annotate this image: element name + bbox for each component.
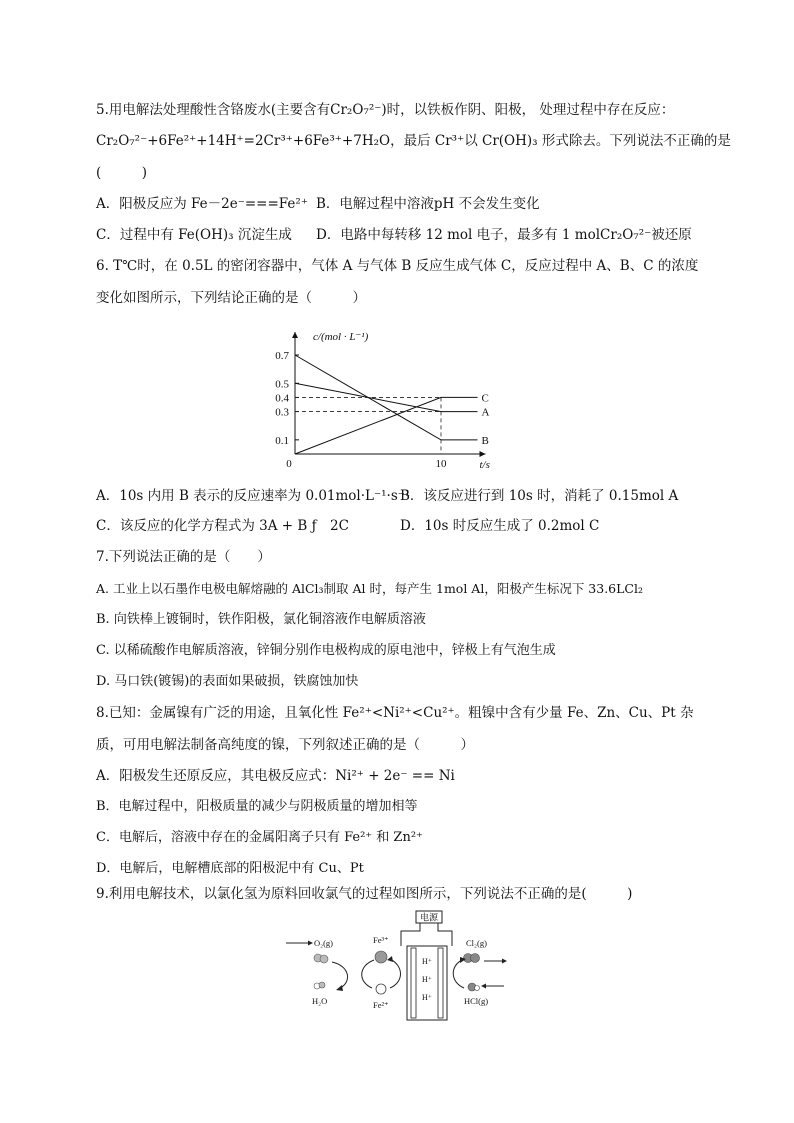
q8-option-c: C．电解后，溶液中存在的金属阳离子只有 Fe²⁺ 和 Zn²⁺ [96, 830, 423, 845]
concentration-chart [255, 318, 525, 478]
x-axis-label: t/s [479, 459, 490, 471]
series-label-B: B [481, 434, 489, 447]
q5-answer-paren: ( ) [96, 165, 148, 181]
q6-option-a: A．10s 内用 B 表示的反应速率为 0.01mol·L⁻¹·s⁻¹ [96, 488, 411, 504]
hcl-molecule-icon-2 [475, 986, 480, 991]
hcl-label: HCl(g) [464, 996, 489, 1006]
h2o-molecule-icon-2 [319, 982, 325, 988]
left-loop-arrow [332, 962, 348, 988]
q6-option-d: D．10s 时反应生成了 0.2mol C [400, 518, 600, 534]
q5-option-d: D．电路中每转移 12 mol 电子，最多有 1 molCr₂O₇²⁻被还原 [316, 227, 692, 243]
series-label-A: A [481, 406, 490, 419]
q8-option-d: D．电解后，电解槽底部的阳极泥中有 Cu、Pt [96, 861, 364, 876]
cl2-out-arrowhead [502, 959, 507, 964]
y-tick-label-0.3: 0.3 [275, 406, 289, 419]
series-line-C [295, 397, 478, 454]
x-axis-arrowhead [480, 451, 486, 457]
y-tick-label-0.5: 0.5 [275, 378, 289, 391]
q5-stem-line1: 5.用电解法处理酸性含铬废水(主要含有Cr₂O₇²⁻)时，以铁板作阴、阳极， 处理过程中存在反应： [96, 102, 675, 118]
x-tick-label-10: 10 [435, 458, 447, 470]
wire-right [438, 923, 452, 946]
fe3-ion-icon [375, 951, 387, 963]
y-axis-arrowhead [292, 332, 298, 338]
o2-label: O₂(g) [314, 938, 334, 948]
q8-option-b: B．电解过程中，阳极质量的减少与阴极质量的增加相等 [96, 799, 418, 814]
proton-label-3: H⁺ [422, 993, 432, 1002]
proton-label-2: H⁺ [422, 975, 432, 984]
y-tick-label-0.1: 0.1 [275, 434, 289, 447]
hcl-in-arrowhead [481, 984, 486, 989]
q7-option-a: A. 工业上以石墨作电极电解熔融的 AlCl₃制取 Al 时，每产生 1mol Al，阳极产生标况下 33.6LCl₂ [96, 581, 643, 596]
q7-stem: 7.下列说法正确的是（ ） [96, 549, 271, 565]
left-loop-arrowhead [336, 985, 343, 991]
q5-option-b: B．电解过程中溶液pH 不会发生变化 [316, 196, 540, 212]
o2-molecule-icon-2 [320, 955, 328, 963]
fe-loop-right-arrow [390, 959, 401, 988]
fe3-label: Fe³⁺ [373, 935, 389, 945]
series-label-C: C [481, 392, 489, 405]
fe2-ion-icon [376, 984, 386, 994]
electrolysis-diagram [280, 908, 520, 1024]
electrode-right [438, 948, 443, 1018]
q8-stem-line2: 质，可用电解法制备高纯度的镍，下列叙述正确的是（ ） [96, 737, 474, 753]
wire-left [401, 923, 420, 946]
q6-stem-line2: 变化如图所示，下列结论正确的是（ ） [96, 290, 366, 306]
q7-option-d: D. 马口铁(镀锡)的表面如果破损，铁腐蚀加快 [96, 674, 359, 689]
y-tick-label-0.7: 0.7 [275, 350, 289, 362]
power-label: 电源 [419, 912, 439, 923]
cl2-molecule-icon-2 [471, 954, 480, 963]
electrode-left [411, 948, 416, 1018]
q5-option-c: C．过程中有 Fe(OH)₃ 沉淀生成 [96, 227, 292, 243]
proton-label-1: H⁺ [422, 957, 432, 966]
y-tick-label-0.4: 0.4 [275, 392, 289, 405]
y-axis-label: c/(mol · L⁻¹) [313, 331, 369, 343]
q8-stem-line1: 8.已知：金属镍有广泛的用途，且氧化性 Fe²⁺<Ni²⁺<Cu²⁺。粗镍中含有少量 Fe、Zn、Cu、Pt 杂 [96, 705, 694, 721]
h2o-label: H₂O [312, 996, 328, 1006]
fe2-label: Fe²⁺ [373, 1000, 389, 1010]
q5-option-a: A．阳极反应为 Fe－2e⁻===Fe²⁺ [96, 196, 308, 212]
fe-loop-arrowhead [387, 956, 393, 962]
q8-option-a: A．阳极发生还原反应，其电极反应式：Ni²⁺ + 2e⁻ == Ni [96, 768, 455, 784]
q7-option-c: C. 以稀硫酸作电解质溶液，锌铜分别作电极构成的原电池中，锌极上有气泡生成 [96, 643, 556, 658]
right-loop-arrow [453, 960, 464, 988]
q6-option-c: C．该反应的化学方程式为 3A + B ƒ 2C [96, 518, 349, 534]
q9-stem: 9.利用电解技术，以氯化氢为原料回收氯气的过程如图所示，下列说法不正确的是( ) [96, 886, 633, 902]
fe-loop-left-arrow [362, 960, 374, 988]
cl2-label: Cl₂(g) [466, 938, 487, 948]
o2-in-arrowhead [308, 941, 313, 946]
q5-stem-line2: Cr₂O₇²⁻+6Fe²⁺+14H⁺=2Cr³⁺+6Fe³⁺+7H₂O，最后 Cr³⁺以 Cr(OH)₃ 形式除去。下列说法不正确的是 [96, 133, 731, 149]
q6-option-b: B．该反应进行到 10s 时，消耗了 0.15mol A [400, 488, 679, 504]
q7-option-b: B. 向铁棒上镀铜时，铁作阳极，氯化铜溶液作电解质溶液 [96, 612, 426, 627]
q6-stem-line1: 6. T℃时，在 0.5L 的密闭容器中，气体 A 与气体 B 反应生成气体 C，反应过程中 A、B、C 的浓度 [96, 258, 699, 274]
origin-label: 0 [286, 458, 292, 470]
